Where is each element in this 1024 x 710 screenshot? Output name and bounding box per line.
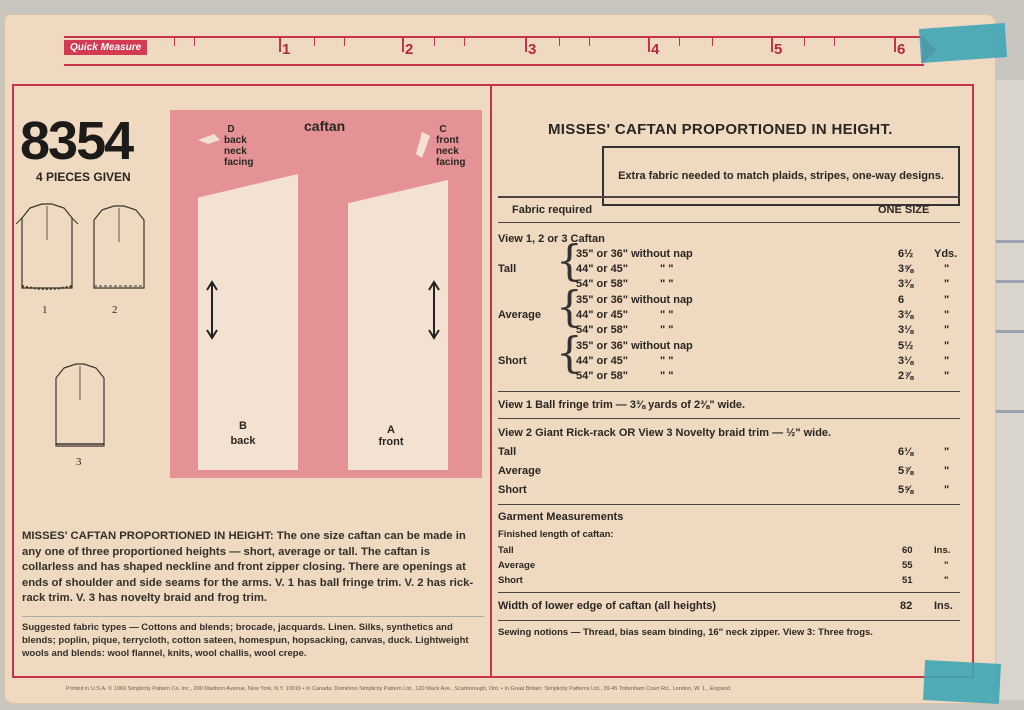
fabric-width: 54" or 58": [576, 278, 629, 290]
view-2-label: 2: [112, 304, 118, 316]
ditto-mark: " ": [660, 324, 674, 336]
length-row-name: Short: [498, 575, 523, 586]
grainline-arrow-icon: [428, 280, 440, 340]
extra-fabric-note: Extra fabric needed to match plaids, stripes, one-way designs.: [602, 146, 960, 206]
ruler-number: 2: [405, 41, 414, 58]
trim-row-amount: 6⅛: [898, 446, 914, 458]
brace-icon: {: [556, 328, 583, 377]
ditto-mark: " ": [660, 309, 674, 321]
length-row-amount: 55: [902, 560, 913, 571]
fabric-amount: 3⅛: [898, 324, 914, 336]
piece-d-label: D back neck facing: [224, 124, 254, 168]
background-paper-strip: [994, 80, 1024, 700]
fabric-width: 44" or 45": [576, 355, 629, 367]
fabric-width: 35" or 36" without nap: [576, 248, 693, 260]
brace-icon: {: [556, 282, 583, 331]
fabric-amount: 6½: [898, 248, 914, 260]
view-1-label: 1: [42, 304, 48, 316]
finished-length-label: Finished length of caftan:: [498, 529, 614, 540]
fabric-unit: ": [944, 294, 950, 306]
publisher-footer: Printed in U.S.A. © 1969 Simplicity Pattern Co. Inc., 200 Madison Avenue, New York, N.Y. 10016 • In Canada: Dominion Simplicity Pattern Ltd., 120 Mack Ave., Scarborough, Ont. • In Great Britain: Simplicity Patterns Ltd., 39-45 Tottenham Court Rd., London, W. 1., England.: [66, 686, 732, 692]
garment-measurements-heading: Garment Measurements: [498, 511, 624, 523]
group-name: Average: [498, 309, 542, 321]
ruler-number: 6: [897, 41, 906, 58]
facing-piece-icon: [194, 130, 224, 160]
view-1-trim: View 1 Ball fringe trim — 3⅜ yards of 2⅜" wide.: [498, 399, 746, 411]
column-divider: [490, 84, 492, 676]
pieces-given: 4 PIECES GIVEN: [36, 170, 131, 184]
fabric-amount: 3⅛: [898, 355, 914, 367]
fabric-width: 35" or 36" without nap: [576, 294, 693, 306]
piece-c-label: C front neck facing: [436, 124, 466, 168]
group-name: Tall: [498, 263, 517, 275]
ditto-mark: " ": [660, 370, 674, 382]
fabric-amount: 2⅞: [898, 370, 914, 382]
fabric-amount: 3⅜: [898, 309, 914, 321]
tape-corner: [919, 23, 1007, 63]
view-2-trim: View 2 Giant Rick-rack OR View 3 Novelty braid trim — ½" wide.: [498, 427, 832, 439]
grainline-arrow-icon: [206, 280, 218, 340]
fabric-amount: 6: [898, 294, 905, 306]
length-row-amount: 60: [902, 545, 913, 556]
pattern-number: 8354: [20, 111, 133, 171]
trim-row-unit: ": [944, 465, 950, 477]
trim-row-unit: ": [944, 484, 950, 496]
fabric-unit: ": [944, 263, 950, 275]
description-heading: MISSES' CAFTAN PROPORTIONED IN HEIGHT:: [22, 530, 274, 542]
trim-row-unit: ": [944, 446, 950, 458]
ruler-number: 4: [651, 41, 660, 58]
fabric-unit: Yds.: [934, 248, 958, 260]
fabric-amount: 3⅝: [898, 263, 914, 275]
length-row-unit: ": [944, 575, 949, 586]
lower-edge-width-label: Width of lower edge of caftan (all heights): [498, 600, 717, 612]
tape-corner: [923, 660, 1001, 704]
piece-b-label: B back: [230, 420, 256, 447]
fabric-width: 44" or 45": [576, 309, 629, 321]
group-name: Short: [498, 355, 527, 367]
length-row-unit: ": [944, 560, 949, 571]
one-size-header: ONE SIZE: [878, 204, 930, 216]
length-row-amount: 51: [902, 575, 913, 586]
trim-row-amount: 5⅝: [898, 484, 914, 496]
length-row-name: Average: [498, 560, 536, 571]
ruler-label: Quick Measure: [64, 40, 147, 55]
view-2-sketch-icon: [86, 202, 152, 296]
length-row-name: Tall: [498, 545, 514, 556]
fabric-unit: ": [944, 278, 950, 290]
trim-row-name: Average: [498, 465, 542, 477]
fabric-width: 54" or 58": [576, 370, 629, 382]
view-caftan-label: View 1, 2 or 3 Caftan: [498, 233, 605, 245]
fabric-unit: ": [944, 309, 950, 321]
trim-row-name: Tall: [498, 446, 517, 458]
layout-title: caftan: [304, 118, 346, 134]
lower-edge-width-amount: 82: [900, 600, 913, 612]
trim-row-amount: 5⅞: [898, 465, 914, 477]
ruler-number: 5: [774, 41, 783, 58]
length-row-unit: Ins.: [934, 545, 951, 556]
fabric-width: 54" or 58": [576, 324, 629, 336]
fabric-unit: ": [944, 370, 950, 382]
fabric-required-header: Fabric required: [512, 204, 593, 216]
fabric-amount: 3⅜: [898, 278, 914, 290]
style-description: [22, 529, 484, 607]
pattern-envelope: [4, 14, 996, 704]
fabric-unit: ": [944, 355, 950, 367]
fabric-unit: ": [944, 340, 950, 352]
trim-row-name: Short: [498, 484, 527, 496]
fabric-amount: 5½: [898, 340, 914, 352]
fabric-width: 44" or 45": [576, 263, 629, 275]
description-body: The one size caftan can be made in any one of three proportioned heights — short, average or tall. The caftan is collarless and has shaped neckline and front zipper closing. There are openings at ends of shoulder and side seams for the arms. V. 1 has ball fringe trim. V. 2 has rick-rack trim. V. 3 has novelty braid and frog trim.: [22, 530, 474, 604]
ditto-mark: " ": [660, 355, 674, 367]
ruler-number: 3: [528, 41, 537, 58]
brace-icon: {: [556, 236, 583, 285]
quick-measure-ruler: [64, 36, 924, 66]
sewing-notions: Sewing notions — Thread, bias seam binding, 16" neck zipper. View 3: Three frogs.: [498, 627, 873, 638]
chart-title: MISSES' CAFTAN PROPORTIONED IN HEIGHT.: [548, 121, 893, 138]
fabric-unit: ": [944, 324, 950, 336]
view-3-sketch-icon: [50, 360, 110, 456]
ditto-mark: " ": [660, 263, 674, 275]
ditto-mark: " ": [660, 278, 674, 290]
view-1-sketch-icon: [12, 200, 82, 296]
suggested-fabrics: Suggested fabric types — Cottons and blends; brocade, jacquards. Linen. Silks, synthetics and blends; poplin, pique, terrycloth, cotton sateen, homespun, hopsacking, canvas, duck. Lightweight wools and blends: wool flannel, knits, wool challis, wool crepe.: [22, 616, 484, 660]
piece-a-label: A front: [378, 424, 404, 448]
lower-edge-width-unit: Ins.: [934, 600, 953, 612]
fabric-width: 35" or 36" without nap: [576, 340, 693, 352]
facing-piece-icon: [408, 128, 438, 168]
view-3-label: 3: [76, 456, 82, 468]
ruler-number: 1: [282, 41, 291, 58]
